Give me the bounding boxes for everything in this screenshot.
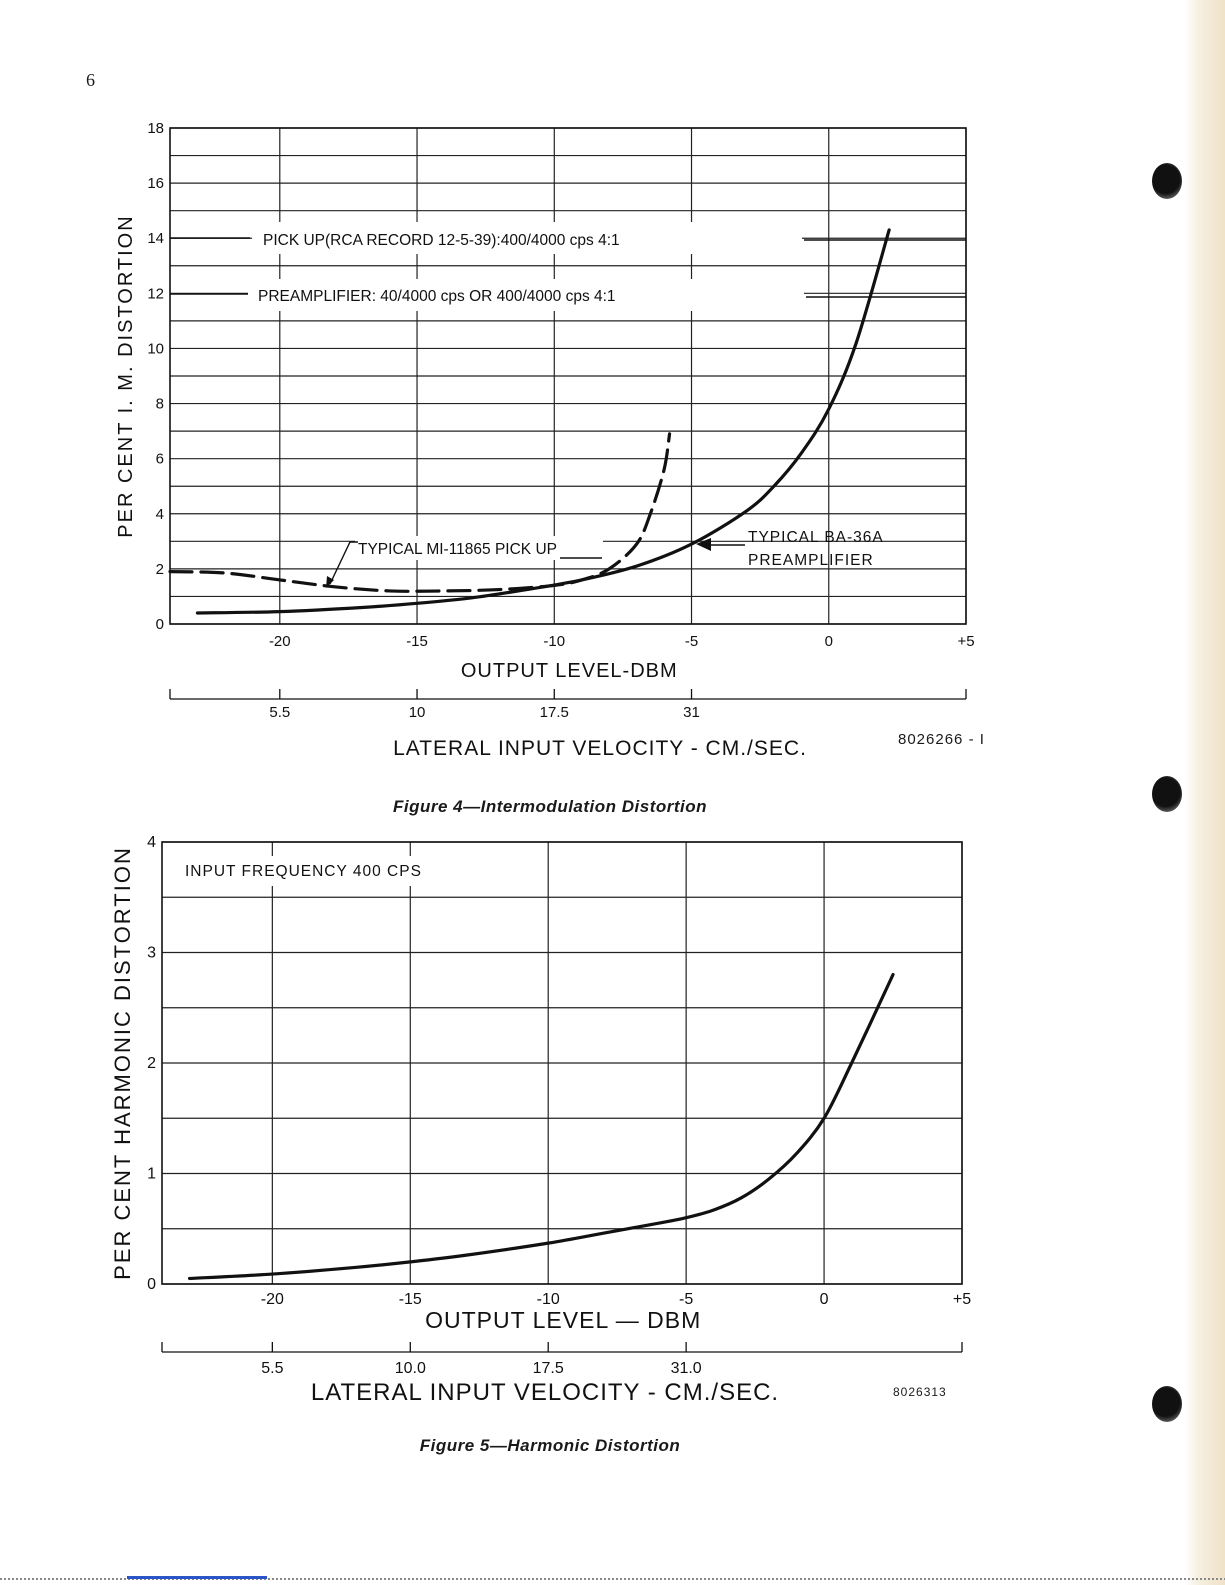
figure-5-doc-number: 8026313 [893, 1385, 947, 1399]
chart4-x-tick-label: -5 [684, 633, 699, 650]
chart4-y-tick-label: 16 [147, 175, 164, 193]
chart5-x-tick-label: 0 [819, 1291, 829, 1308]
chart5-secondary-tick-label: 5.5 [261, 1360, 284, 1377]
chart4-y-tick-label: 6 [155, 450, 164, 468]
chart4-secondary-tick-label: 17.5 [539, 704, 569, 721]
chart5-y-tick-label: 2 [147, 1055, 156, 1072]
legend-text-pickup: PICK UP(RCA RECORD 12-5-39):400/4000 cps 4:1 [263, 232, 620, 249]
figure-4-caption: Figure 4—Intermodulation Distortion [392, 797, 708, 816]
chart4-secondary-tick-label: 31 [683, 704, 700, 721]
chart4-y-tick-label: 10 [147, 340, 164, 358]
chart4-x-tick-label: -20 [268, 633, 291, 650]
chart5-x-tick-label: +5 [952, 1291, 972, 1308]
chart5-secondary-tick-label: 31.0 [670, 1360, 702, 1377]
chart5-secondary-tick-label: 10.0 [394, 1360, 426, 1377]
chart5-x-tick-label: -10 [536, 1291, 560, 1308]
chart4-secondary-tick-label: 10 [408, 704, 426, 721]
figure-4-doc-number: 8026266 - I [898, 731, 985, 748]
chart4-secondary-axis-label: LATERAL INPUT VELOCITY - CM./SEC. [393, 737, 807, 760]
chart4-x-axis-label: OUTPUT LEVEL-DBM [460, 660, 678, 682]
chart5-y-axis-label: PER CENT HARMONIC DISTORTION [110, 846, 135, 1280]
page-number: 6 [86, 70, 95, 90]
annotation-pickup: TYPICAL MI-11865 PICK UP [358, 541, 557, 558]
chart5-series-line-1 [190, 975, 893, 1279]
chart5-y-tick-label: 4 [147, 834, 156, 851]
bottom-link-bar [127, 1576, 267, 1579]
chart5-y-tick-label: 3 [147, 944, 156, 962]
chart4-x-tick-label: -10 [543, 633, 566, 650]
chart5-secondary-tick-label: 17.5 [532, 1360, 564, 1377]
legend-text-preamplifier: PREAMPLIFIER: 40/4000 cps OR 400/4000 cps 4:1 [258, 288, 616, 305]
chart5-x-tick-label: -5 [679, 1291, 694, 1308]
chart4-y-tick-label: 12 [147, 285, 164, 303]
legend-text-frequency: INPUT FREQUENCY 400 CPS [185, 863, 422, 880]
chart4-y-tick-label: 18 [147, 120, 164, 137]
chart4-x-tick-label: 0 [824, 633, 833, 650]
chart4-y-tick-label: 8 [155, 395, 164, 413]
chart4-secondary-tick-label: 5.5 [269, 704, 291, 721]
chart4-y-tick-label: 2 [155, 560, 164, 578]
chart4-y-tick-label: 0 [155, 616, 164, 633]
chart4-x-tick-label: -15 [406, 633, 428, 650]
chart5-x-tick-label: -20 [260, 1291, 284, 1308]
chart4-y-axis-label: PER CENT I. M. DISTORTION [115, 214, 137, 538]
chart4-x-tick-label: +5 [957, 633, 975, 650]
chart5-y-tick-label: 1 [147, 1165, 156, 1183]
annotation-preamp-line2: PREAMPLIFIER [748, 552, 874, 569]
annotation-preamp-line1: TYPICAL BA-36A [748, 529, 884, 546]
chart5-x-axis-label: OUTPUT LEVEL — DBM [425, 1307, 702, 1333]
figure-5-caption: Figure 5—Harmonic Distortion [419, 1436, 681, 1455]
chart4-y-tick-label: 4 [155, 505, 164, 523]
chart5-y-tick-label: 0 [147, 1276, 156, 1293]
chart4-y-tick-label: 14 [147, 230, 164, 248]
chart5-x-tick-label: -15 [398, 1291, 422, 1308]
chart5-secondary-axis-label: LATERAL INPUT VELOCITY - CM./SEC. [310, 1379, 780, 1406]
